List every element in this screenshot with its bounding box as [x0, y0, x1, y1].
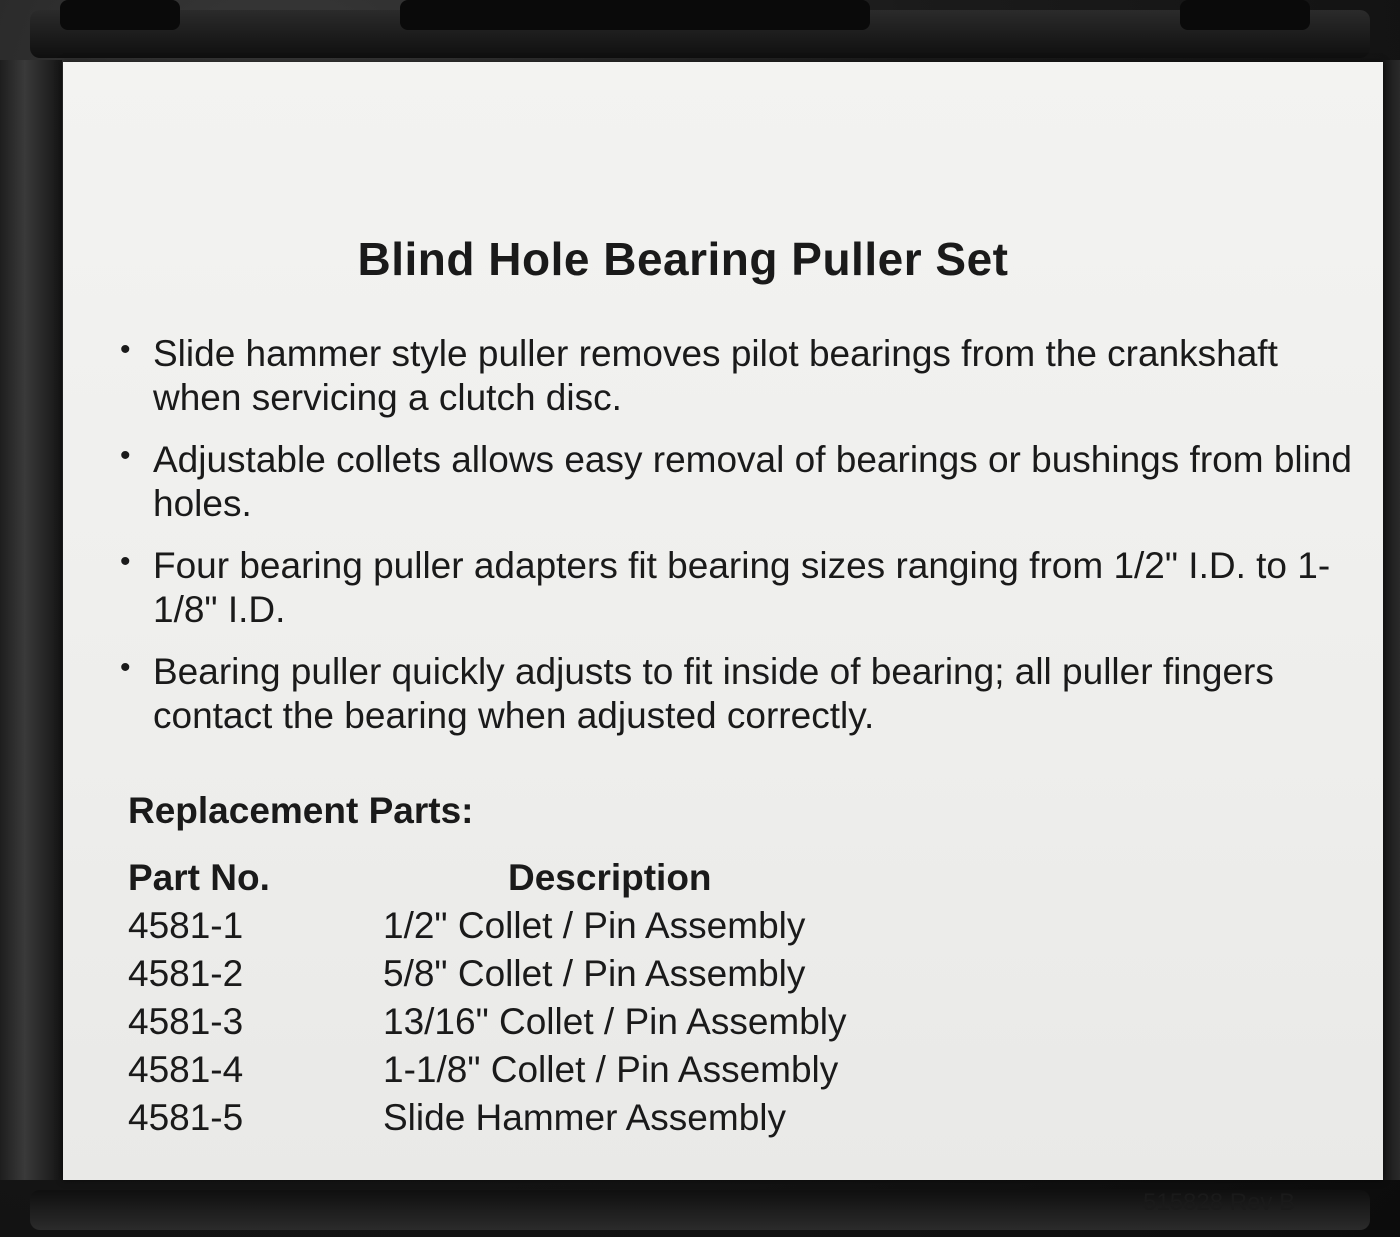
feature-item [118, 544, 1358, 632]
part-description: 5/8" Collet / Pin Assembly [383, 953, 806, 994]
description-header: Description [508, 857, 712, 898]
case-right-wall [1380, 60, 1400, 1180]
feature-list [118, 332, 1358, 756]
feature-text: Slide hammer style puller removes pilot bearings from the crankshaft when servicing a clutch disc. [153, 333, 1278, 418]
table-row [128, 902, 1108, 950]
feature-item [118, 332, 1358, 420]
feature-item [118, 650, 1358, 738]
card-title: Blind Hole Bearing Puller Set [357, 233, 1009, 285]
feature-text: Four bearing puller adapters fit bearing sizes ranging from 1/2" I.D. to 1-1/8" I.D. [153, 545, 1331, 630]
table-row [128, 998, 1108, 1046]
revision-number: 515828 Rev B [1143, 1189, 1296, 1216]
part-number: 4581-2 [128, 953, 244, 994]
part-description: 1-1/8" Collet / Pin Assembly [383, 1049, 839, 1090]
part-number-header: Part No. [128, 857, 270, 898]
part-description: 1/2" Collet / Pin Assembly [383, 905, 806, 946]
table-row [128, 950, 1108, 998]
part-number: 4581-5 [128, 1097, 244, 1138]
table-row [128, 1094, 1108, 1142]
feature-item [118, 438, 1358, 526]
case-top-notch-left [60, 0, 180, 30]
replacement-parts-heading: Replacement Parts: [128, 790, 474, 831]
feature-text: Bearing puller quickly adjusts to fit inside of bearing; all puller fingers contact the bearing when adjusted correctly. [153, 651, 1274, 736]
parts-table-header [128, 854, 1108, 902]
case-top-notch-right [1180, 0, 1310, 30]
case-left-wall [0, 60, 62, 1180]
table-row [128, 1046, 1108, 1094]
part-number: 4581-1 [128, 905, 244, 946]
bullet-point: • [120, 545, 131, 578]
case-top-notch-center [400, 0, 870, 30]
part-number: 4581-4 [128, 1049, 244, 1090]
bullet-point: • [120, 333, 131, 366]
feature-text: Adjustable collets allows easy removal of bearings or bushings from blind holes. [153, 439, 1352, 524]
instruction-card [63, 62, 1383, 1216]
bullet-point: • [120, 651, 131, 684]
part-description: Slide Hammer Assembly [383, 1097, 787, 1138]
part-number: 4581-3 [128, 1001, 244, 1042]
part-description: 13/16" Collet / Pin Assembly [383, 1001, 847, 1042]
parts-table [128, 854, 1108, 1142]
bullet-point: • [120, 439, 131, 472]
